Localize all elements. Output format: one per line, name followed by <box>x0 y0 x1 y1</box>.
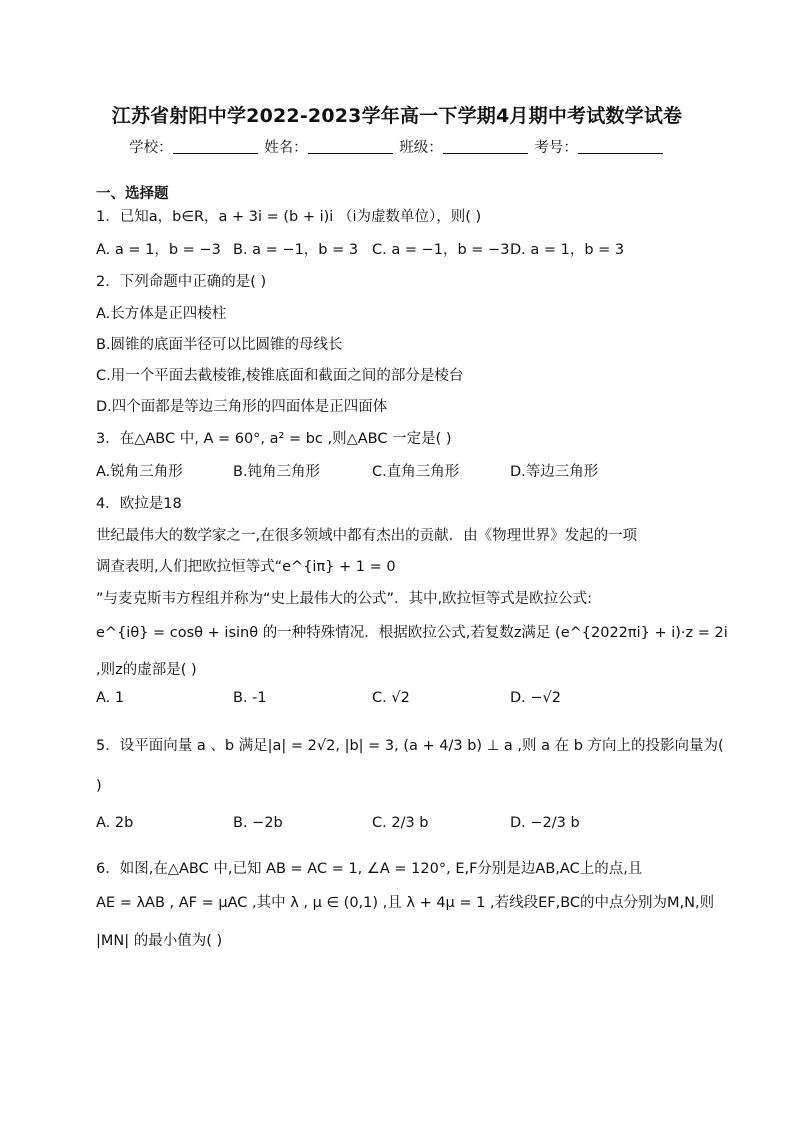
q4-option-b: B. -1 <box>233 690 267 706</box>
q1-option-d: D. a = 1，b = 3 <box>510 242 625 258</box>
q6-line-2: AE = λAB , AF = μAC ,其中 λ , μ ∈ (0,1) ,且 λ + 4μ = 1 ,若线段EF,BC的中点分别为M,N,则 <box>96 895 715 911</box>
q5-line-1: 5．设平面向量 a 、b 满足|a| = 2√2, |b| = 3, (a + 4/3 b) ⊥ a ,则 a 在 b 方向上的投影向量为( <box>96 738 724 754</box>
q4-option-d: D. −√2 <box>510 690 561 706</box>
q5-option-b: B. −2b <box>233 815 283 831</box>
school-blank[interactable] <box>173 139 258 154</box>
q4-line-2: 世纪最伟大的数学家之一,在很多领域中都有杰出的贡献．由《物理世界》发起的一项 <box>96 528 638 544</box>
q2-option-a: A.长方体是正四棱柱 <box>96 306 227 322</box>
q3-option-c: C.直角三角形 <box>372 464 460 480</box>
q4-line-5: e^{iθ} = cosθ + isinθ 的一种特殊情况．根据欧拉公式,若复数z满足 (e^{2022πi} + i)·z = 2i <box>96 625 728 641</box>
q1-stem: 1．已知a，b∈R，a + 3i = (b + i)i （i为虚数单位），则( ) <box>96 209 482 225</box>
q6-line-1: 6．如图,在△ABC 中,已知 AB = AC = 1, ∠A = 120°, E,F分别是边AB,AC上的点,且 <box>96 861 643 877</box>
q3-option-a: A.锐角三角形 <box>96 464 183 480</box>
q5-option-d: D. −2/3 b <box>510 815 580 831</box>
section-title: 一、选择题 <box>96 186 169 202</box>
q1-option-c: C. a = −1，b = −3 <box>372 242 510 258</box>
q4-option-a: A. 1 <box>96 690 125 706</box>
q5-line-2: ) <box>96 778 102 794</box>
q2-stem: 2．下列命题中正确的是( ) <box>96 274 267 290</box>
q3-stem: 3．在△ABC 中, A = 60°, a² = bc ,则△ABC 一定是( ) <box>96 431 452 447</box>
q1-option-a: A. a = 1，b = −3 <box>96 242 221 258</box>
q5-option-c: C. 2/3 b <box>372 815 429 831</box>
q2-option-d: D.四个面都是等边三角形的四面体是正四面体 <box>96 399 388 415</box>
q4-option-c: C. √2 <box>372 690 410 706</box>
q4-line-3: 调查表明,人们把欧拉恒等式“e^{iπ} + 1 = 0 <box>96 559 396 575</box>
q2-option-c: C.用一个平面去截棱锥,棱锥底面和截面之间的部分是棱台 <box>96 368 464 384</box>
exam-number-label: 考号： <box>534 140 578 156</box>
class-label: 班级： <box>399 140 443 156</box>
q2-option-b: B.圆锥的底面半径可以比圆锥的母线长 <box>96 337 343 353</box>
q4-line-4: ”与麦克斯韦方程组并称为“史上最伟大的公式”．其中,欧拉恒等式是欧拉公式: <box>96 591 593 607</box>
student-info-row <box>0 136 794 157</box>
name-label: 姓名： <box>264 140 308 156</box>
q5-option-a: A. 2b <box>96 815 134 831</box>
q4-line-6: ,则z的虚部是( ) <box>96 662 197 678</box>
q3-option-d: D.等边三角形 <box>510 464 599 480</box>
q1-option-b: B. a = −1，b = 3 <box>233 242 359 258</box>
q4-line-1: 4．欧拉是18 <box>96 496 182 512</box>
page-title: 江苏省射阳中学2022-2023学年高一下学期4月期中考试数学试卷 <box>111 105 683 127</box>
q3-option-b: B.钝角三角形 <box>233 464 321 480</box>
class-blank[interactable] <box>443 139 528 154</box>
exam-number-blank[interactable] <box>578 139 663 154</box>
school-label: 学校： <box>129 140 173 156</box>
q6-line-3: |MN| 的最小值为( ) <box>96 933 223 949</box>
name-blank[interactable] <box>308 139 393 154</box>
